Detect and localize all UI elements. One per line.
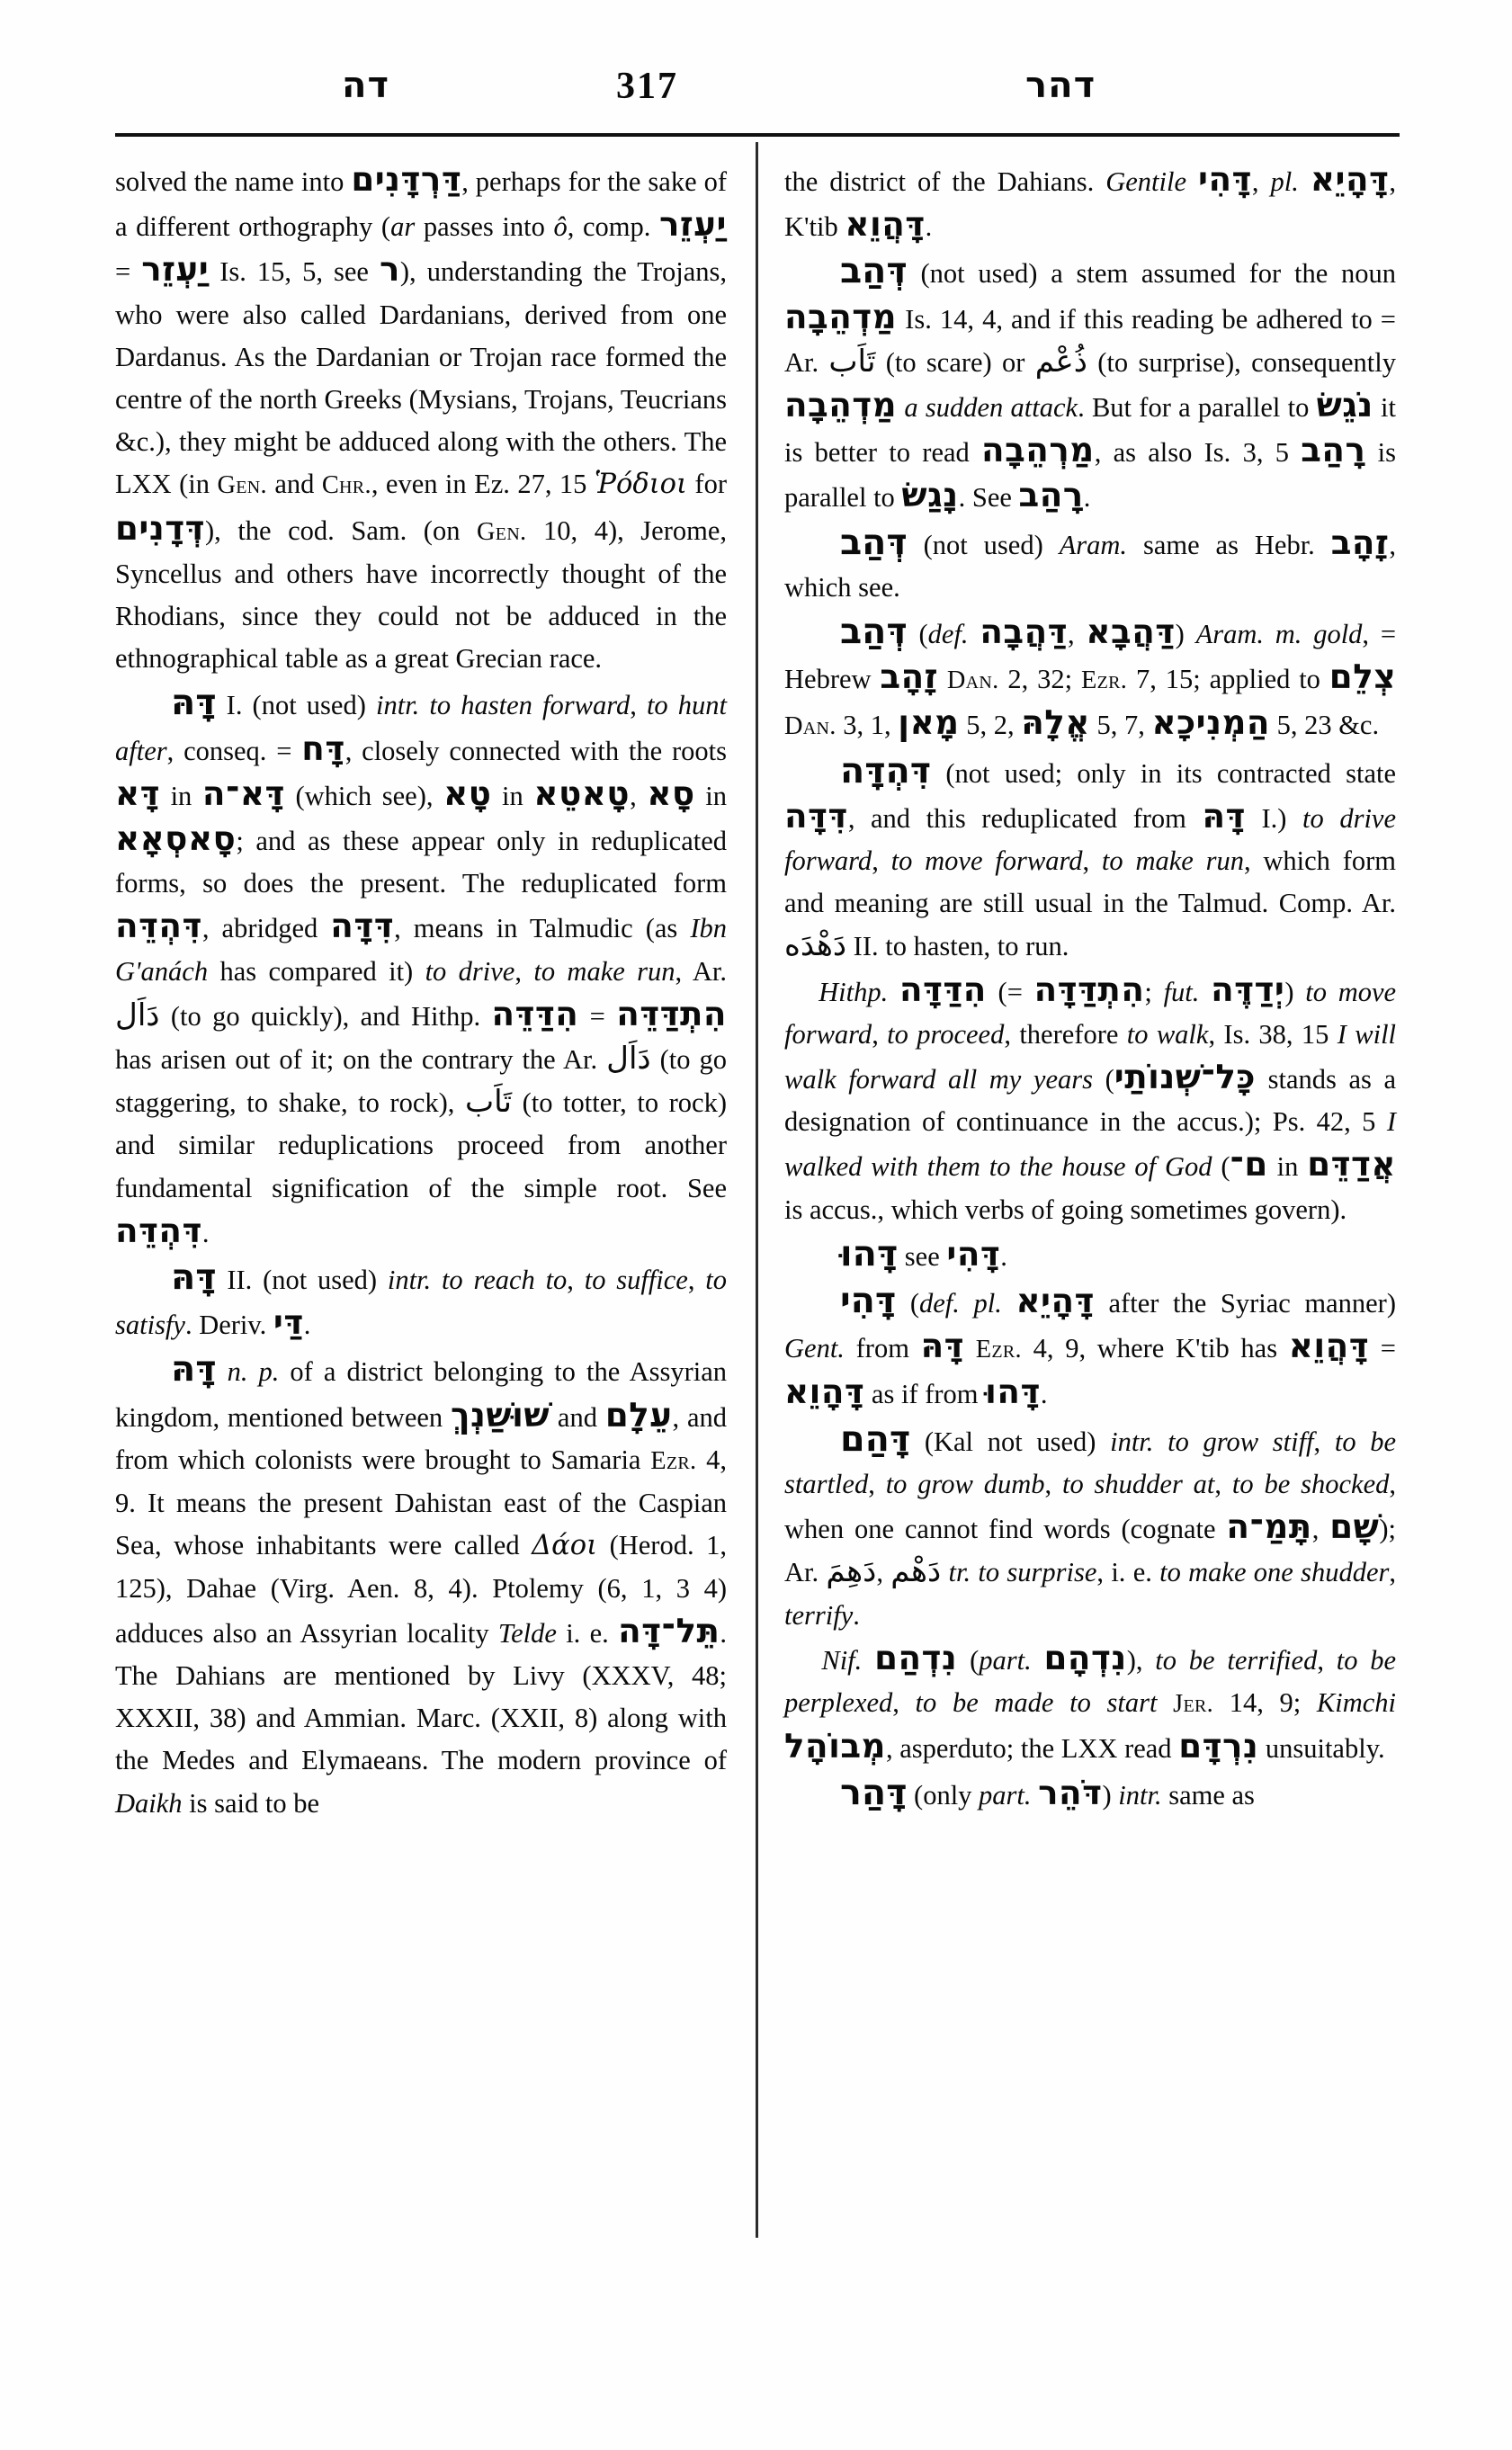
headword-dah-I: דָּהּ [171,682,217,724]
headword-dah-np: דָּהּ [171,1348,217,1390]
paragraph-dahian-continuation: the district of the Dahians. Gentile דָּהִי, pl. דָּהָיֵא, K'tib דָּהֲוֵא. [784,159,1397,245]
running-head [108,65,1403,124]
paragraph-hithpael: Hithp. הִדַּדָּה (= הִתְדַּדָּה; fut. יְדַדֶּה) to move forward, to proceed, therefore to walk, Is. 38, 15 I will walk forward all my years (כָּל־שְׁנוֹתַי stands as a designation of continuance in the accus.); Ps. 42, 5 I walked with them to the house of God (ם־ in אֲדַדֵּם is accus., which verbs of going sometimes govern). [784,969,1397,1225]
entry-dah-II: דָּהּ II. (not used) intr. to reach to, to suffice, to satisfy. Deriv. דַּי. [115,1256,728,1343]
headword-dehab-gold: דְּהַב [840,611,908,653]
headword-daham: דָּהַם [840,1417,911,1460]
entry-dah-I: דָּהּ I. (not used) intr. to hasten forward, to hunt after, conseq. = דָּח, closely connected with the roots דָּא in דָּא־ה (which see), טָא in טָאטֵא, סָא in סָאסְאָא; and as these appear only in reduplicated forms, so does the present. The reduplicated form דִּהְדֵּה, abridged דִּדָּה, means in Talmudic (as Ibn G'anách has compared it) to drive, to make run, Ar. دَاَل (to go quickly), and Hithp. הִדַּדֵּה = הִתְדַּדֵּה has arisen out of it; on the contrary the Ar. دَاَل (to go staggering, to shake, to rock), تَاَب (to totter, to rock) and similar reduplications proceed from another fundamental signification of the simple root. See דִּהְדֵּה. [115,682,728,1250]
running-head-left-hebrew: דה [342,65,389,106]
entry-dehab-gold: דְּהַב (def. דַּהֲבָה, דַּהֲבָא) Aram. m. gold, = Hebrew זָהָב Dan. 2, 32; Ezr. 7, 15; applied to צְלֵם Dan. 3, 1, מָאן 5, 2, אֱלָהּ 5, 7, הַמְנִיכָא 5, 23 &c. [784,611,1397,743]
entry-dah-proper-noun: דָּהּ n. p. of a district belonging to the Assyrian kingdom, mentioned between שׁוּשַׁנְךְ and עֵלָם, and from which colonists were brought to Samaria Ezr. 4, 9. It means the present Dahistan east of the Caspian Sea, whose inhabitants were called Δάοι (Herod. 1, 125), Dahae (Virg. Aen. 8, 4). Ptolemy (6, 1, 3 4) adduces also an Assyrian locality Telde i. e. תֵּל־דָּה. The Dahians are mentioned by Livy (XXXV, 48; XXXII, 38) and Ammian. Marc. (XXII, 8) along with the Medes and Elymaeans. The modern province of Daikh is said to be [115,1348,728,1819]
page-number: 317 [616,66,678,107]
entry-dhb-stem: דְּהַב (not used) a stem assumed for the noun מַדְהֵבָה Is. 14, 4, and if this reading be adhered to = Ar. تَاَب (to scare) or ذُعْم (to surprise), consequently מַדְהֵבָה a sudden attack. But for a parallel to נֹגֵשׂ it is better to read מַרְהֵבָה, as also Is. 3, 5 רָהַב is parallel to נָגַשׂ. See רָהַב. [784,250,1397,515]
column-divider-rule [756,142,758,2238]
running-head-right-hebrew: דהר [1025,65,1096,106]
left-column [115,158,727,1825]
header-rule [115,133,1400,137]
headword-dahi: דָּהִי [840,1280,897,1322]
entry-dahi: דָּהִי (def. pl. דָּהָיֵא after the Syriac manner) Gent. from דָּהּ Ezr. 4, 9, where K'tib has דָּהֲוֵא = דָּהָוֵא as if from דָּהוּ. [784,1280,1396,1412]
entry-dahu: דָּהוּ see דָּהִי. [840,1232,1007,1274]
entry-dahar: דָּהַר (only part. דֹּהֵר) intr. same as [840,1772,1255,1814]
headword-dihdah: דִּהְדָּה [840,749,932,791]
headword-dhb-stem: דְּהַב [840,250,908,292]
entry-daham: דָּהַם (Kal not used) intr. to grow stiff, to be startled, to grow dumb, to shudder at, to be shocked, when one cannot find words (cognate תָּמַ־ה, שָׁם); Ar. دَهِمَ, دَهْم tr. to surprise, i. e. to make one shudder, terrify. [784,1417,1397,1631]
entry-dihdah: דִּהְדָּה (not used; only in its contracted state דִּדָּה, and this reduplicated from דָּהּ I.) to drive forward, to move forward, to make run, which form and meaning are still usual in the Talmud. Comp. Ar. دَهْدَه II. to hasten, to run. [784,749,1397,964]
paragraph-dardanim-continuation: solved the name into דַּרְדָּנִים, perhaps for the sake of a different orthography (ar passes into ô, comp. יַעְזֵר = יַעְזֵר Is. 15, 5, see ר), understanding the Trojans, who were also called Dardanians, derived from one Dardanus. As the Dardanian or Trojan race formed the centre of the north Greeks (Mysians, Trojans, Teucrians &c.), they might be adduced along with the others. The LXX (in Gen. and Chr., even in Ez. 27, 15 Ῥόδιοι for דְּדָנִים), the cod. Sam. (on Gen. 10, 4), Jerome, Syncellus and others have incorrectly thought of the Rhodians, since they could not be adduced in the ethnographical table as a great Grecian race. [115,159,728,675]
headword-dahu: דָּהוּ [840,1232,899,1274]
paragraph-daham-nifal: Nif. נִדְהַם (part. נִדְהָם), to be terrified, to be perplexed, to be made to start Jer. 14, 9; Kimchi מְבוֹהָל, asperduto; the LXX read נִרְדָּם unsuitably. [784,1637,1397,1766]
right-column [784,158,1396,1818]
headword-dhb-aram: דְּהַב [840,521,908,563]
headword-dah-II: דָּהּ [171,1256,217,1299]
entry-dhb-aram: דְּהַב (not used) Aram. same as Hebr. זָהָב, which see. [784,521,1396,603]
headword-dahar: דָּהַר [840,1772,908,1814]
